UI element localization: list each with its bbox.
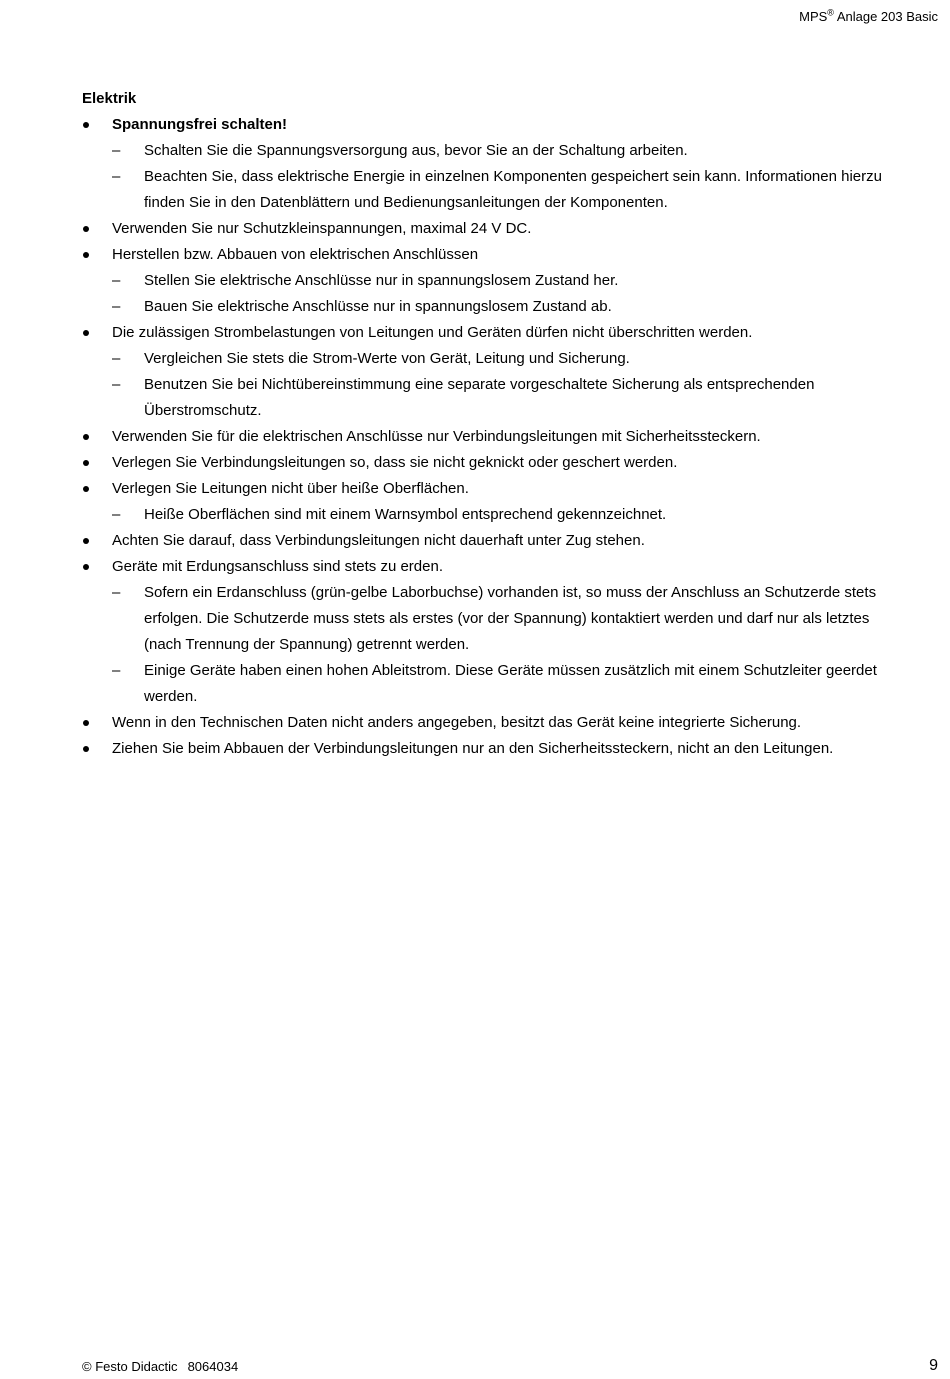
sub-item-text: Heiße Oberflächen sind mit einem Warnsymbol entsprechend gekennzeichnet. — [144, 506, 667, 523]
header-title: Anlage 203 Basic — [833, 9, 938, 24]
sub-item-text: Vergleichen Sie stets die Strom-Werte von Gerät, Leitung und Sicherung. — [144, 350, 630, 367]
bullet-text: Geräte mit Erdungsanschluss sind stets zu erden. — [112, 558, 443, 575]
footer-copyright: © Festo Didactic — [82, 1359, 178, 1374]
sub-item — [112, 346, 882, 372]
footer-doc-number: 8064034 — [187, 1359, 239, 1374]
sub-item — [112, 502, 882, 528]
sub-item-text: Schalten Sie die Spannungsversorgung aus, bevor Sie an der Schaltung arbeiten. — [144, 142, 688, 159]
dash-icon: – — [112, 142, 121, 159]
bullet-item — [82, 450, 882, 476]
sub-item — [112, 580, 882, 658]
bullet-text: Wenn in den Technischen Daten nicht anders angegeben, besitzt das Gerät keine integrierte Sicherung. — [112, 714, 802, 731]
bullet-item — [82, 424, 882, 450]
page-content — [82, 86, 882, 762]
sub-item-text: Benutzen Sie bei Nichtübereinstimmung eine separate vorgeschaltete Sicherung als entsprechenden Überstromschutz. — [144, 376, 815, 419]
bullet-text: Ziehen Sie beim Abbauen der Verbindungsleitungen nur an den Sicherheitssteckern, nicht an den Leitungen. — [112, 740, 834, 757]
dash-icon: – — [112, 584, 121, 601]
sub-item — [112, 372, 882, 424]
bullet-item — [82, 528, 882, 554]
sub-item-text: Stellen Sie elektrische Anschlüsse nur in spannungslosem Zustand her. — [144, 272, 619, 289]
bullet-text: Verwenden Sie für die elektrischen Anschlüsse nur Verbindungsleitungen mit Sicherheitssteckern. — [112, 428, 761, 445]
bullet-text: Spannungsfrei schalten! — [112, 116, 288, 133]
sub-list — [112, 580, 882, 710]
sub-item — [112, 294, 882, 320]
bullet-item — [82, 320, 882, 424]
sub-list — [112, 502, 882, 528]
sub-list — [112, 346, 882, 424]
bullet-text: Die zulässigen Strombelastungen von Leitungen und Geräten dürfen nicht überschritten werden. — [112, 324, 753, 341]
bullet-item — [82, 476, 882, 528]
bullet-text: Verlegen Sie Verbindungsleitungen so, dass sie nicht geknickt oder geschert werden. — [112, 454, 678, 471]
bullet-text: Verwenden Sie nur Schutzkleinspannungen, maximal 24 V DC. — [112, 220, 532, 237]
sub-item-text: Sofern ein Erdanschluss (grün-gelbe Laborbuchse) vorhanden ist, so muss der Anschluss an Schutzerde stets erfolgen. Die Schutzerde muss stets als erstes (vor der Spannung) kontaktiert werden und darf nur als letztes (nach Trennung der Spannung) getrennt werden. — [144, 584, 877, 653]
sub-item-text: Bauen Sie elektrische Anschlüsse nur in spannungslosem Zustand ab. — [144, 298, 612, 315]
header-product: MPS — [799, 9, 828, 24]
sub-item — [112, 268, 882, 294]
bullet-item — [82, 112, 882, 216]
sub-item-text: Beachten Sie, dass elektrische Energie in einzelnen Komponenten gespeichert sein kann. Informationen hierzu finden Sie in den Datenblättern und Bedienungsanleitungen der Komponenten. — [144, 168, 882, 211]
bullet-text: Herstellen bzw. Abbauen von elektrischen Anschlüssen — [112, 246, 479, 263]
dash-icon: – — [112, 168, 121, 185]
bullet-text: Achten Sie darauf, dass Verbindungsleitungen nicht dauerhaft unter Zug stehen. — [112, 532, 645, 549]
sub-item — [112, 658, 882, 710]
section-title: Elektrik — [82, 90, 137, 107]
dash-icon: – — [112, 506, 121, 523]
page-number: 9 — [929, 1357, 938, 1374]
sub-item — [112, 138, 882, 164]
bullet-item — [82, 216, 882, 242]
dash-icon: – — [112, 376, 121, 393]
bullet-item — [82, 242, 882, 320]
bullet-text: Verlegen Sie Leitungen nicht über heiße Oberflächen. — [112, 480, 469, 497]
bullet-item — [82, 736, 882, 762]
dash-icon: – — [112, 662, 121, 679]
bullet-list — [82, 112, 882, 762]
sub-item-text: Einige Geräte haben einen hohen Ableitstrom. Diese Geräte müssen zusätzlich mit einem Schutzleiter geerdet werden. — [144, 662, 877, 705]
dash-icon: – — [112, 350, 121, 367]
sub-item — [112, 164, 882, 216]
dash-icon: – — [112, 298, 121, 315]
dash-icon: – — [112, 272, 121, 289]
registered-mark: ® — [827, 7, 834, 18]
bullet-item — [82, 554, 882, 710]
page-footer — [82, 1358, 238, 1376]
bullet-item — [82, 710, 882, 736]
sub-list — [112, 138, 882, 216]
sub-list — [112, 268, 882, 320]
page-header — [799, 8, 938, 26]
